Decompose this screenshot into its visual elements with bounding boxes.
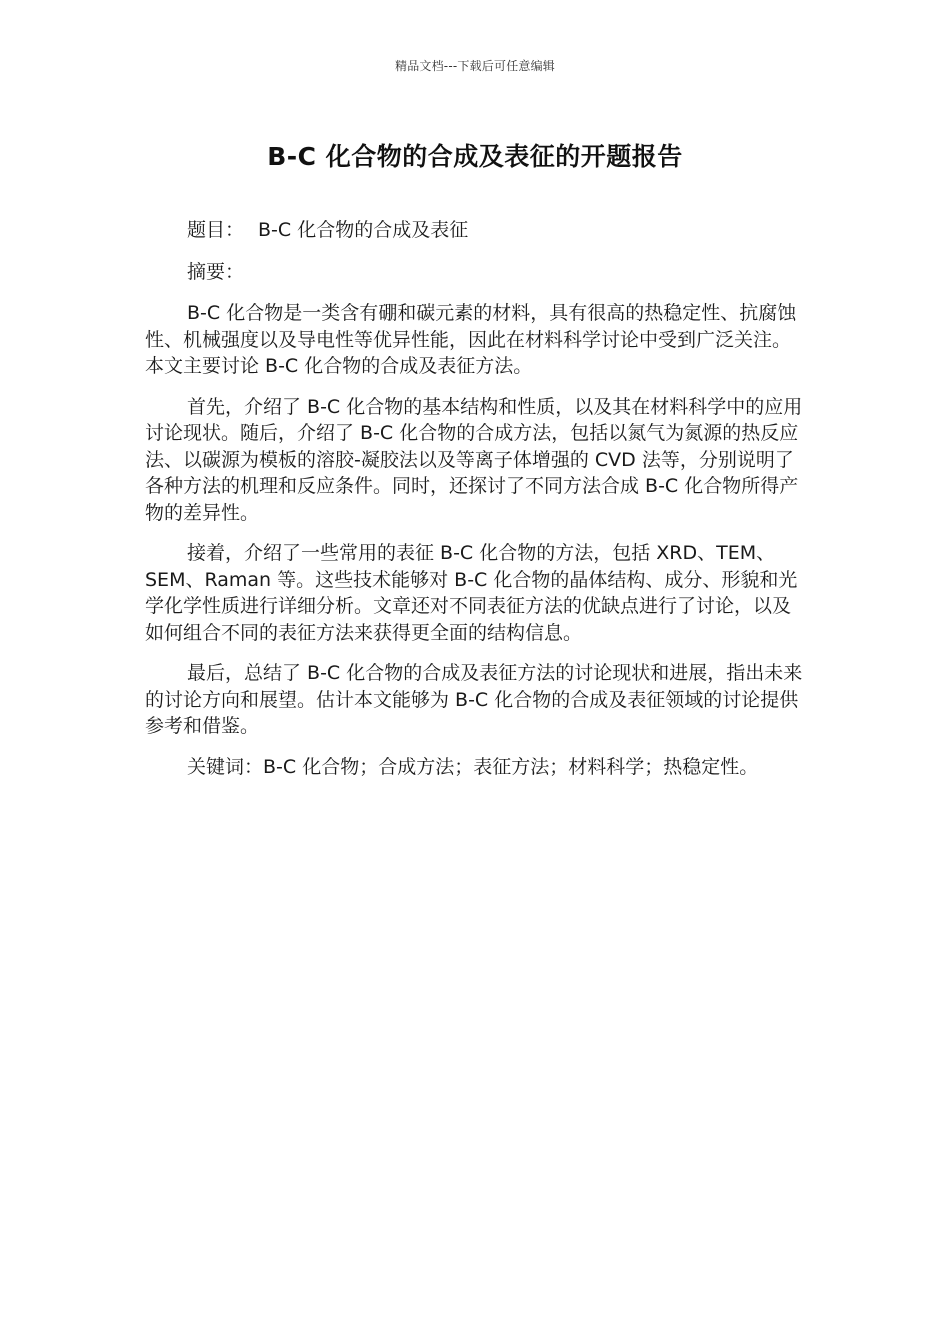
topic-line (145, 217, 805, 244)
keywords-line: 关键词：B-C 化合物；合成方法；表征方法；材料科学；热稳定性。 (187, 755, 759, 778)
header-note: 精品文档---下载后可任意编辑 (395, 59, 555, 73)
paragraph-conclusion: 最后，总结了 B-C 化合物的合成及表征方法的讨论现状和进展，指出未来的讨论方向和展望。估计本文能够为 B-C 化合物的合成及表征领域的讨论提供参考和借鉴。 (145, 662, 803, 737)
paragraph-characterization: 接着，介绍了一些常用的表征 B-C 化合物的方法，包括 XRD、TEM、SEM、Raman 等。这些技术能够对 B-C 化合物的晶体结构、成分、形貌和光学化学性质进行详细分析。文章还对不同表征方法的优缺点进行了讨论，以及如何组合不同的表征方法来获得更全面的结构信息。 (145, 542, 798, 644)
document-body (145, 217, 805, 794)
paragraph-intro: B-C 化合物是一类含有硼和碳元素的材料，具有很高的热稳定性、抗腐蚀性、机械强度以及导电性等优异性能，因此在材料科学讨论中受到广泛关注。本文主要讨论 B-C 化合物的合成及表征方法。 (145, 302, 797, 377)
topic-value: B-C 化合物的合成及表征 (258, 219, 469, 241)
page-title: B-C 化合物的合成及表征的开题报告 (267, 142, 683, 171)
paragraph-synthesis: 首先，介绍了 B-C 化合物的基本结构和性质，以及其在材料科学中的应用讨论现状。随后，介绍了 B-C 化合物的合成方法，包括以氮气为氮源的热反应法、以碳源为模板的溶胶-凝胶法以及等离子体增强的 CVD 法等，分别说明了各种方法的机理和反应条件。同时，还探讨了不同方法合成 B-C 化合物所得产物的差异性。 (145, 395, 803, 524)
abstract-label: 摘要： (187, 260, 245, 283)
topic-label: 题目： (187, 219, 245, 241)
